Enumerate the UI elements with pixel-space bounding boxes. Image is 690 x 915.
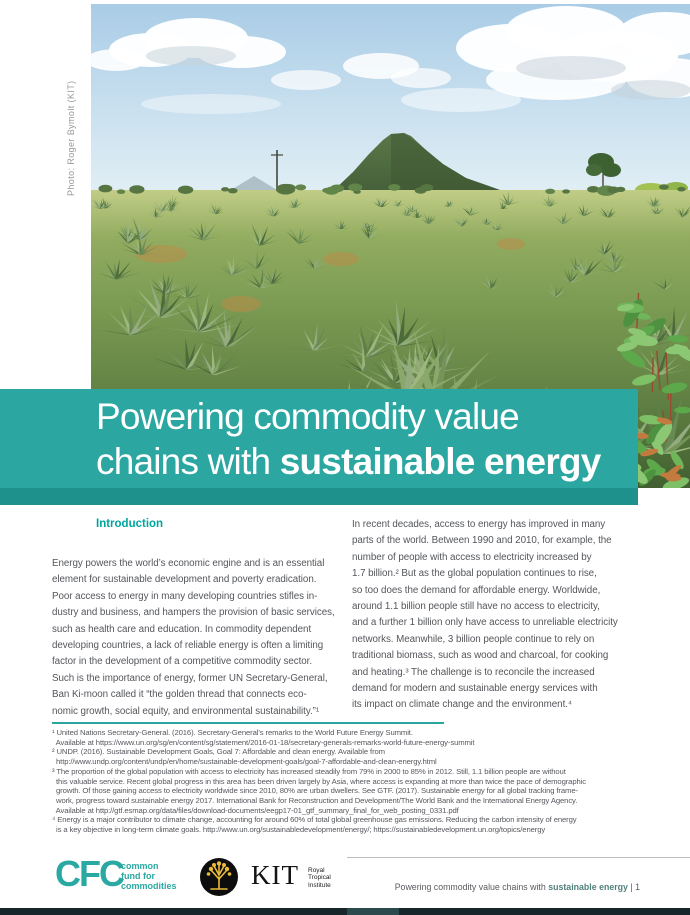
banner-accent-strip [0,488,638,505]
running-footer-page-number: | 1 [627,882,640,892]
title-banner [0,389,638,488]
footnotes: ¹ United Nations Secretary-General. (2016). Secretary-General’s remarks to the World Future Energy Summit. Available at https://www.un.org/sg/en/content/sg/statement/2016-01-18/secretary-generals-remarks-world-future-energy-summit ² UNDP. (2016). Sustainable Development Goals, Goal 7: Affordable and clean energy. Available from http://www.undp.org/content/undp/en/home/sustainable-development-goals/goal-7-affordable-and-clean-energy.html ³ The proportion of the global population with access to electricity has increased steadily from 79% in 2000 to 85% in 2012. Still, 1.1 billion people are without this valuable service. Recent global progress in this area has been driven largely by Asia, where access is expanding at more than twice the pace of demographic growth. Of those gaining access to electricity worldwide since 2010, 80% are urban dwellers. See GTF. (2017). Sustainable energy for all global tracking frame- work, progress toward sustainable energy 2017. International Bank for Reconstruction and Development/The World Bank and the International Energy Agency. Available at http://gtf.esmap.org/data/files/download-documents/eegp17-01_gtf_summary_final_for_web_posting_0331.pdf ⁴ Energy is a major contributor to climate change, accounting for around 60% of total global greenhouse gas emissions. Reducing the carbon intensity of energy is a key objective in long-term climate goals. http://www.un.org/sustainabledevelopment/energy/; https://sustainabledevelopment.un.org/topics/energy [52,728,586,835]
report-title-line2-bold: sustainable energy [279,441,601,482]
report-title [96,394,601,484]
running-footer-regular: Powering commodity value chains with [394,882,549,892]
kit-name: Royal Tropical Institute [308,867,331,889]
footer-divider [347,857,690,858]
kit-tree-icon [200,858,238,896]
cfc-acronym: CFC [55,853,123,894]
next-page-edge [0,908,690,915]
photo-credit: Photo: Roger Bymolt (KIT) [66,80,76,196]
section-heading-introduction: Introduction [96,518,164,530]
report-title-line1: Powering commodity value [96,396,519,437]
running-footer [395,882,640,892]
report-title-line2-regular: chains with [96,441,280,482]
intro-paragraph-right: In recent decades, access to energy has improved in many parts of the world. Between 1990 and 2010, for example, the number of people with access to electricity increased by 1.7 billion.² But as the global population continues to rise, so too does the demand for affordable energy. Worldwide, around 1.1 billion people still have no access to electricity, and a further 1 billion only have access to unreliable electricity networks. Meanwhile, 3 billion people continue to rely on traditional biomass, such as wood and charcoal, for cooking and heating.³ The challenge is to reconcile the increased demand for modern and sustainable energy services with its impact on climate change and the environment.⁴ [352,519,618,711]
cfc-name: common fund for commodities [121,861,177,891]
kit-logo [200,857,370,899]
kit-acronym: KIT [251,860,299,890]
intro-paragraph-left: Energy powers the world’s economic engine and is an essential element for sustainable development and poverty eradication. Poor access to energy in many developing countries stifles in- dustry and business, and hampers the provision of basic services, such as health care and education. In commodity dependent developing countries, a lack of reliable energy is often a limiting factor in the development of a competitive commodity sector. Such is the importance of energy, former UN Secretary-General, Ban Ki-moon called it “the golden thread that connects eco- nomic growth, social equity, and environmental sustainability.”¹ [52,558,335,717]
running-footer-bold: sustainable energy [548,882,628,892]
footnote-divider [52,722,444,724]
